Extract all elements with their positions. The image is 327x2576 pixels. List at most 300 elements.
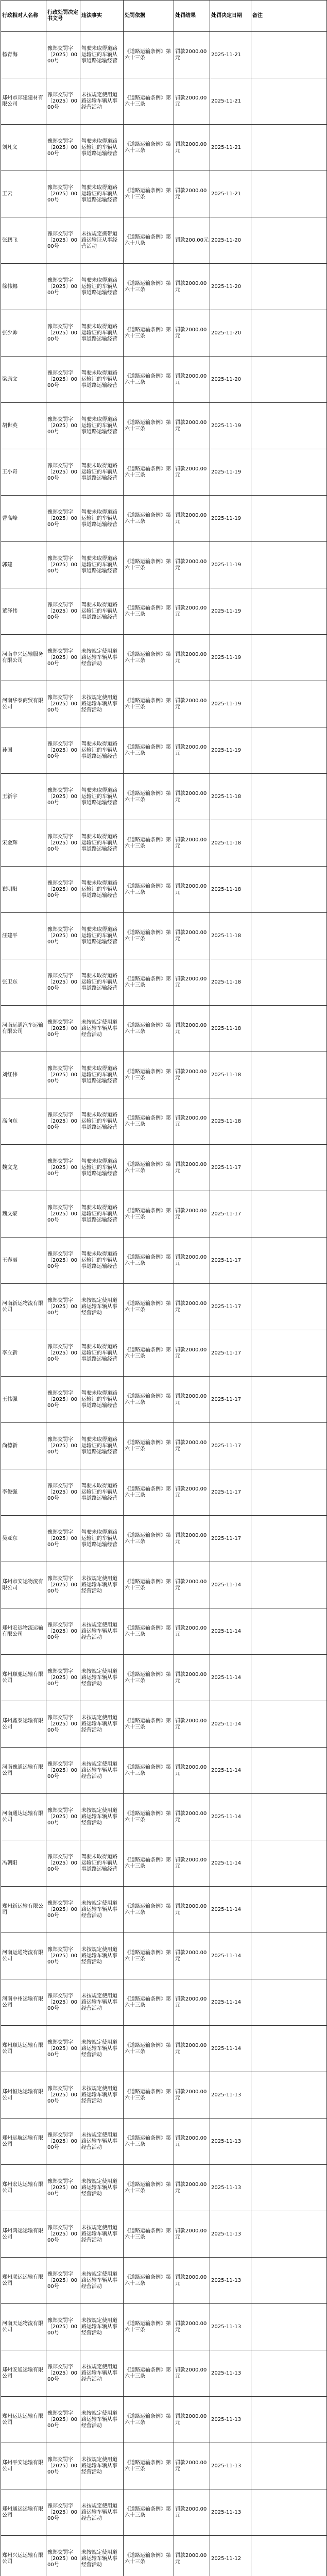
- result-cell: 罚款2000.00元: [174, 449, 210, 496]
- party-name-cell: 李立新: [1, 1330, 46, 1377]
- table-row: [1, 1191, 327, 1238]
- party-name-cell: 河南通达运输有限公司: [1, 1794, 46, 1840]
- party-name-cell: 郑州市郑建建材有限公司: [1, 78, 46, 125]
- decision-no-cell: 豫郑交罚字〔2025〕0000号: [46, 1887, 80, 1933]
- decision-no-cell: 豫郑交罚字〔2025〕0000号: [46, 310, 80, 357]
- party-name-cell: 郑州兴运运输有限公司: [1, 2536, 46, 2576]
- table-row: [1, 867, 327, 913]
- date-cell: 2025-11-19: [210, 588, 251, 635]
- date-cell: 2025-11-20: [210, 264, 251, 310]
- date-cell: 2025-11-21: [210, 78, 251, 125]
- basis-cell: 《道路运输条例》第六十三条: [124, 1145, 174, 1191]
- decision-no-cell: 豫郑交罚字〔2025〕0000号: [46, 217, 80, 264]
- date-cell: 2025-11-14: [210, 1933, 251, 1979]
- table-row: [1, 2397, 327, 2443]
- table-row: [1, 125, 327, 171]
- result-cell: 罚款2000.00元: [174, 1794, 210, 1840]
- date-cell: 2025-11-17: [210, 1423, 251, 1469]
- violation-cell: 驾驶未取得道路运输证的车辆从事道路运输经营: [80, 820, 124, 867]
- basis-cell: 《道路运输条例》第六十三条: [124, 1377, 174, 1423]
- result-cell: 罚款2000.00元: [174, 867, 210, 913]
- result-cell: 罚款2000.00元: [174, 1887, 210, 1933]
- basis-cell: 《道路运输条例》第六十三条: [124, 727, 174, 774]
- basis-cell: 《道路运输条例》第六十三条: [124, 171, 174, 217]
- basis-cell: 《道路运输条例》第六十三条: [124, 1748, 174, 1794]
- date-cell: 2025-11-13: [210, 2211, 251, 2258]
- violation-cell: 未按规定使用道路运输车辆从事经营活动: [80, 1562, 124, 1608]
- party-name-cell: 郭建: [1, 542, 46, 588]
- date-cell: 2025-11-18: [210, 1052, 251, 1098]
- party-name-cell: 汪建平: [1, 913, 46, 959]
- decision-no-cell: 豫郑交罚字〔2025〕0000号: [46, 2211, 80, 2258]
- basis-cell: 《道路运输条例》第六十三条: [124, 1608, 174, 1655]
- table-row: [1, 1608, 327, 1655]
- basis-cell: 《道路运输条例》第六十三条: [124, 1006, 174, 1052]
- basis-cell: 《道路运输条例》第六十三条: [124, 264, 174, 310]
- date-cell: 2025-11-18: [210, 820, 251, 867]
- date-cell: 2025-11-13: [210, 2165, 251, 2211]
- table-row: [1, 542, 327, 588]
- decision-no-cell: 豫郑交罚字〔2025〕0000号: [46, 1748, 80, 1794]
- party-name-cell: 胡世英: [1, 403, 46, 449]
- table-row: [1, 1145, 327, 1191]
- result-cell: 罚款2000.00元: [174, 2304, 210, 2350]
- basis-cell: 《道路运输条例》第六十三条: [124, 32, 174, 78]
- result-cell: 罚款2000.00元: [174, 2258, 210, 2304]
- violation-cell: 驾驶未取得道路运输证的车辆从事道路运输经营: [80, 1840, 124, 1887]
- result-cell: 罚款2000.00元: [174, 496, 210, 542]
- table-row: [1, 1794, 327, 1840]
- table-row: [1, 2026, 327, 2072]
- table-row: [1, 1284, 327, 1330]
- result-cell: 罚款2000.00元: [174, 681, 210, 727]
- result-cell: 罚款2000.00元: [174, 2119, 210, 2165]
- violation-cell: 未按规定使用道路运输车辆从事经营活动: [80, 1701, 124, 1748]
- result-cell: 罚款2000.00元: [174, 1423, 210, 1469]
- remark-cell: [251, 2026, 327, 2072]
- party-name-cell: 徐伟娜: [1, 264, 46, 310]
- violation-cell: 驾驶未取得道路运输证的车辆从事道路运输经营: [80, 403, 124, 449]
- decision-no-cell: 豫郑交罚字〔2025〕0000号: [46, 1145, 80, 1191]
- party-name-cell: 杨青海: [1, 32, 46, 78]
- date-cell: 2025-11-14: [210, 1562, 251, 1608]
- party-name-cell: 王新宇: [1, 774, 46, 820]
- date-cell: 2025-11-17: [210, 1145, 251, 1191]
- result-cell: 罚款2000.00元: [174, 1284, 210, 1330]
- decision-no-cell: 豫郑交罚字〔2025〕0000号: [46, 635, 80, 681]
- basis-cell: 《道路运输条例》第六十三条: [124, 913, 174, 959]
- table-row: [1, 171, 327, 217]
- result-cell: 罚款2000.00元: [174, 310, 210, 357]
- violation-cell: 驾驶未取得道路运输证的车辆从事道路运输经营: [80, 1516, 124, 1562]
- table-row: [1, 1469, 327, 1516]
- result-cell: 罚款2000.00元: [174, 2397, 210, 2443]
- basis-cell: 《道路运输条例》第六十三条: [124, 2026, 174, 2072]
- remark-cell: [251, 1006, 327, 1052]
- violation-cell: 未按规定使用道路运输车辆从事经营活动: [80, 78, 124, 125]
- basis-cell: 《道路运输条例》第六十三条: [124, 1052, 174, 1098]
- remark-cell: [251, 2443, 327, 2489]
- remark-cell: [251, 217, 327, 264]
- party-name-cell: 魏文豪: [1, 1191, 46, 1238]
- remark-cell: [251, 125, 327, 171]
- header-decision-no: 行政处罚决定书文号: [46, 1, 80, 32]
- remark-cell: [251, 2072, 327, 2119]
- date-cell: 2025-11-13: [210, 2443, 251, 2489]
- date-cell: 2025-11-17: [210, 1238, 251, 1284]
- party-name-cell: 魏文龙: [1, 1145, 46, 1191]
- date-cell: 2025-11-20: [210, 310, 251, 357]
- remark-cell: [251, 2397, 327, 2443]
- result-cell: 罚款2000.00元: [174, 820, 210, 867]
- decision-no-cell: 豫郑交罚字〔2025〕0000号: [46, 1098, 80, 1145]
- basis-cell: 《道路运输条例》第六十三条: [124, 2072, 174, 2119]
- result-cell: 罚款2000.00元: [174, 542, 210, 588]
- violation-cell: 未按规定使用道路运输车辆从事经营活动: [80, 1006, 124, 1052]
- party-name-cell: 冯朝阳: [1, 1840, 46, 1887]
- basis-cell: 《道路运输条例》第六十三条: [124, 2397, 174, 2443]
- table-row: [1, 2211, 327, 2258]
- violation-cell: 未按规定使用道路运输车辆从事经营活动: [80, 2119, 124, 2165]
- date-cell: 2025-11-13: [210, 2258, 251, 2304]
- basis-cell: 《道路运输条例》第六十三条: [124, 496, 174, 542]
- date-cell: 2025-11-14: [210, 2026, 251, 2072]
- result-cell: 罚款2000.00元: [174, 774, 210, 820]
- table-row: [1, 588, 327, 635]
- result-cell: 罚款2000.00元: [174, 1377, 210, 1423]
- result-cell: 罚款2000.00元: [174, 1608, 210, 1655]
- basis-cell: 《道路运输条例》第六十三条: [124, 635, 174, 681]
- decision-no-cell: 豫郑交罚字〔2025〕0000号: [46, 1794, 80, 1840]
- basis-cell: 《道路运输条例》第六十三条: [124, 1469, 174, 1516]
- decision-no-cell: 豫郑交罚字〔2025〕0000号: [46, 1423, 80, 1469]
- party-name-cell: 张少帅: [1, 310, 46, 357]
- table-row: [1, 310, 327, 357]
- date-cell: 2025-11-18: [210, 867, 251, 913]
- decision-no-cell: 豫郑交罚字〔2025〕0000号: [46, 2026, 80, 2072]
- basis-cell: 《道路运输条例》第六十三条: [124, 2211, 174, 2258]
- party-name-cell: 郑州通运运输有限公司: [1, 2489, 46, 2536]
- remark-cell: [251, 1608, 327, 1655]
- basis-cell: 《道路运输条例》第六十三条: [124, 1191, 174, 1238]
- basis-cell: 《道路运输条例》第六十三条: [124, 1840, 174, 1887]
- date-cell: 2025-11-19: [210, 403, 251, 449]
- date-cell: 2025-11-18: [210, 1098, 251, 1145]
- remark-cell: [251, 496, 327, 542]
- result-cell: 罚款2000.00元: [174, 1979, 210, 2026]
- result-cell: 罚款2000.00元: [174, 1933, 210, 1979]
- decision-no-cell: 豫郑交罚字〔2025〕0000号: [46, 2119, 80, 2165]
- decision-no-cell: 豫郑交罚字〔2025〕0000号: [46, 2258, 80, 2304]
- remark-cell: [251, 1377, 327, 1423]
- result-cell: 罚款2000.00元: [174, 2165, 210, 2211]
- violation-cell: 驾驶未取得道路运输证的车辆从事道路运输经营: [80, 542, 124, 588]
- table-row: [1, 2165, 327, 2211]
- decision-no-cell: 豫郑交罚字〔2025〕0000号: [46, 496, 80, 542]
- violation-cell: 驾驶未取得道路运输证的车辆从事道路运输经营: [80, 1423, 124, 1469]
- result-cell: 罚款2000.00元: [174, 1469, 210, 1516]
- result-cell: 罚款200.00元: [174, 217, 210, 264]
- table-row: [1, 1006, 327, 1052]
- date-cell: 2025-11-13: [210, 2489, 251, 2536]
- violation-cell: 驾驶未取得道路运输证的车辆从事道路运输经营: [80, 449, 124, 496]
- party-name-cell: 李俊强: [1, 1469, 46, 1516]
- violation-cell: 驾驶未取得道路运输证的车辆从事道路运输经营: [80, 588, 124, 635]
- table-row: [1, 2443, 327, 2489]
- date-cell: 2025-11-19: [210, 681, 251, 727]
- date-cell: 2025-11-13: [210, 2397, 251, 2443]
- remark-cell: [251, 2304, 327, 2350]
- decision-no-cell: 豫郑交罚字〔2025〕0000号: [46, 357, 80, 403]
- date-cell: 2025-11-13: [210, 2304, 251, 2350]
- party-name-cell: 王春丽: [1, 1238, 46, 1284]
- basis-cell: 《道路运输条例》第六十三条: [124, 357, 174, 403]
- date-cell: 2025-11-13: [210, 2072, 251, 2119]
- remark-cell: [251, 403, 327, 449]
- violation-cell: 驾驶未取得道路运输证的车辆从事道路运输经营: [80, 959, 124, 1006]
- remark-cell: [251, 357, 327, 403]
- basis-cell: 《道路运输条例》第六十三条: [124, 774, 174, 820]
- basis-cell: 《道路运输条例》第六十三条: [124, 820, 174, 867]
- remark-cell: [251, 1701, 327, 1748]
- violation-cell: 驾驶未取得道路运输证的车辆从事道路运输经营: [80, 310, 124, 357]
- decision-no-cell: 豫郑交罚字〔2025〕0000号: [46, 1377, 80, 1423]
- decision-no-cell: 豫郑交罚字〔2025〕0000号: [46, 78, 80, 125]
- remark-cell: [251, 32, 327, 78]
- party-name-cell: 河南新运物流有限公司: [1, 1284, 46, 1330]
- date-cell: 2025-11-19: [210, 635, 251, 681]
- remark-cell: [251, 1052, 327, 1098]
- date-cell: 2025-11-21: [210, 171, 251, 217]
- violation-cell: 未按规定使用道路运输车辆从事经营活动: [80, 2489, 124, 2536]
- remark-cell: [251, 1238, 327, 1284]
- table-row: [1, 403, 327, 449]
- table-row: [1, 913, 327, 959]
- result-cell: 罚款2000.00元: [174, 2489, 210, 2536]
- basis-cell: 《道路运输条例》第六十三条: [124, 1933, 174, 1979]
- result-cell: 罚款2000.00元: [174, 1330, 210, 1377]
- date-cell: 2025-11-19: [210, 542, 251, 588]
- remark-cell: [251, 2119, 327, 2165]
- table-row: [1, 681, 327, 727]
- violation-cell: 驾驶未取得道路运输证的车辆从事道路运输经营: [80, 1469, 124, 1516]
- date-cell: 2025-11-12: [210, 2536, 251, 2576]
- header-basis: 处罚依据: [124, 1, 174, 32]
- decision-no-cell: 豫郑交罚字〔2025〕0000号: [46, 2350, 80, 2397]
- party-name-cell: 刘凡义: [1, 125, 46, 171]
- decision-no-cell: 豫郑交罚字〔2025〕0000号: [46, 403, 80, 449]
- result-cell: 罚款2000.00元: [174, 357, 210, 403]
- date-cell: 2025-11-14: [210, 1608, 251, 1655]
- basis-cell: 《道路运输条例》第六十三条: [124, 2304, 174, 2350]
- violation-cell: 未按规定使用道路运输车辆从事经营活动: [80, 2211, 124, 2258]
- remark-cell: [251, 1840, 327, 1887]
- violation-cell: 未按规定使用道路运输车辆从事经营活动: [80, 2258, 124, 2304]
- violation-cell: 驾驶未取得道路运输证的车辆从事道路运输经营: [80, 913, 124, 959]
- result-cell: 罚款2000.00元: [174, 2072, 210, 2119]
- date-cell: 2025-11-14: [210, 1748, 251, 1794]
- party-name-cell: 郑州新运输有限公司: [1, 1887, 46, 1933]
- violation-cell: 未按规定使用道路运输车辆从事经营活动: [80, 2026, 124, 2072]
- remark-cell: [251, 264, 327, 310]
- party-name-cell: 张鹏飞: [1, 217, 46, 264]
- decision-no-cell: 豫郑交罚字〔2025〕0000号: [46, 1006, 80, 1052]
- remark-cell: [251, 867, 327, 913]
- table-row: [1, 1701, 327, 1748]
- date-cell: 2025-11-17: [210, 1330, 251, 1377]
- decision-no-cell: 豫郑交罚字〔2025〕0000号: [46, 867, 80, 913]
- date-cell: 2025-11-21: [210, 125, 251, 171]
- remark-cell: [251, 2211, 327, 2258]
- decision-no-cell: 豫郑交罚字〔2025〕0000号: [46, 2489, 80, 2536]
- header-result: 处罚结果: [174, 1, 210, 32]
- header-violation: 违法事实: [80, 1, 124, 32]
- party-name-cell: 刘红伟: [1, 1052, 46, 1098]
- violation-cell: 未按规定使用道路运输车辆从事经营活动: [80, 2536, 124, 2576]
- result-cell: 罚款2000.00元: [174, 1145, 210, 1191]
- result-cell: 罚款2000.00元: [174, 403, 210, 449]
- party-name-cell: 吴亚东: [1, 1516, 46, 1562]
- party-name-cell: 梁康文: [1, 357, 46, 403]
- date-cell: 2025-11-20: [210, 217, 251, 264]
- party-name-cell: 郑州宏达运输有限公司: [1, 2165, 46, 2211]
- party-name-cell: 河南中兴运输服务有限公司: [1, 635, 46, 681]
- decision-no-cell: 豫郑交罚字〔2025〕0000号: [46, 2072, 80, 2119]
- violation-cell: 未按规定携带道路运输证从事经营活动: [80, 217, 124, 264]
- date-cell: 2025-11-17: [210, 1469, 251, 1516]
- result-cell: 罚款2000.00元: [174, 171, 210, 217]
- remark-cell: [251, 1516, 327, 1562]
- result-cell: 罚款2000.00元: [174, 1701, 210, 1748]
- date-cell: 2025-11-20: [210, 357, 251, 403]
- table-row: [1, 2536, 327, 2576]
- remark-cell: [251, 1933, 327, 1979]
- remark-cell: [251, 1191, 327, 1238]
- table-row: [1, 1516, 327, 1562]
- basis-cell: 《道路运输条例》第六十三条: [124, 959, 174, 1006]
- table-row: [1, 1330, 327, 1377]
- remark-cell: [251, 1145, 327, 1191]
- decision-no-cell: 豫郑交罚字〔2025〕0000号: [46, 1701, 80, 1748]
- decision-no-cell: 豫郑交罚字〔2025〕0000号: [46, 32, 80, 78]
- violation-cell: 驾驶未取得道路运输证的车辆从事道路运输经营: [80, 32, 124, 78]
- violation-cell: 未按规定使用道路运输车辆从事经营活动: [80, 635, 124, 681]
- decision-no-cell: 豫郑交罚字〔2025〕0000号: [46, 2165, 80, 2211]
- result-cell: 罚款2000.00元: [174, 1098, 210, 1145]
- result-cell: 罚款2000.00元: [174, 635, 210, 681]
- date-cell: 2025-11-17: [210, 1516, 251, 1562]
- table-row: [1, 1098, 327, 1145]
- violation-cell: 驾驶未取得道路运输证的车辆从事道路运输经营: [80, 1052, 124, 1098]
- party-name-cell: 郑州鑫泰运输有限公司: [1, 1701, 46, 1748]
- date-cell: 2025-11-14: [210, 1794, 251, 1840]
- violation-cell: 未按规定使用道路运输车辆从事经营活动: [80, 1608, 124, 1655]
- header-remark: 备注: [251, 1, 327, 32]
- table-row: [1, 1562, 327, 1608]
- result-cell: 罚款2000.00元: [174, 2536, 210, 2576]
- result-cell: 罚款2000.00元: [174, 2211, 210, 2258]
- table-row: [1, 1887, 327, 1933]
- remark-cell: [251, 1748, 327, 1794]
- violation-cell: 未按规定使用道路运输车辆从事经营活动: [80, 681, 124, 727]
- table-row: [1, 2119, 327, 2165]
- basis-cell: 《道路运输条例》第六十三条: [124, 1284, 174, 1330]
- party-name-cell: 郑州平安运输有限公司: [1, 2443, 46, 2489]
- violation-cell: 未按规定使用道路运输车辆从事经营活动: [80, 2443, 124, 2489]
- table-row: [1, 2350, 327, 2397]
- basis-cell: 《道路运输条例》第六十三条: [124, 588, 174, 635]
- result-cell: 罚款2000.00元: [174, 1562, 210, 1608]
- result-cell: 罚款2000.00元: [174, 1516, 210, 1562]
- violation-cell: 驾驶未取得道路运输证的车辆从事道路运输经营: [80, 171, 124, 217]
- decision-no-cell: 豫郑交罚字〔2025〕0000号: [46, 542, 80, 588]
- basis-cell: 《道路运输条例》第六十三条: [124, 403, 174, 449]
- party-name-cell: 王小奇: [1, 449, 46, 496]
- violation-cell: 驾驶未取得道路运输证的车辆从事道路运输经营: [80, 1191, 124, 1238]
- basis-cell: 《道路运输条例》第六十三条: [124, 1655, 174, 1701]
- violation-cell: 未按规定使用道路运输车辆从事经营活动: [80, 2165, 124, 2211]
- result-cell: 罚款2000.00元: [174, 264, 210, 310]
- table-row: [1, 264, 327, 310]
- table-body: [1, 32, 327, 2576]
- table-row: [1, 820, 327, 867]
- remark-cell: [251, 310, 327, 357]
- remark-cell: [251, 1562, 327, 1608]
- result-cell: 罚款2000.00元: [174, 125, 210, 171]
- table-row: [1, 1748, 327, 1794]
- remark-cell: [251, 2489, 327, 2536]
- remark-cell: [251, 727, 327, 774]
- table-row: [1, 357, 327, 403]
- table-row: [1, 774, 327, 820]
- party-name-cell: 郑州恒达运输有限公司: [1, 2072, 46, 2119]
- basis-cell: 《道路运输条例》第六十三条: [124, 1516, 174, 1562]
- violation-cell: 驾驶未取得道路运输证的车辆从事道路运输经营: [80, 264, 124, 310]
- violation-cell: 未按规定使用道路运输车辆从事经营活动: [80, 2350, 124, 2397]
- decision-no-cell: 豫郑交罚字〔2025〕0000号: [46, 264, 80, 310]
- violation-cell: 驾驶未取得道路运输证的车辆从事道路运输经营: [80, 496, 124, 542]
- decision-no-cell: 豫郑交罚字〔2025〕0000号: [46, 2304, 80, 2350]
- party-name-cell: 河南华泰商贸有限公司: [1, 681, 46, 727]
- party-name-cell: 河南天运物流有限公司: [1, 2304, 46, 2350]
- party-name-cell: 尚德新: [1, 1423, 46, 1469]
- violation-cell: 驾驶未取得道路运输证的车辆从事道路运输经营: [80, 774, 124, 820]
- remark-cell: [251, 1794, 327, 1840]
- remark-cell: [251, 1979, 327, 2026]
- table-row: [1, 2489, 327, 2536]
- basis-cell: 《道路运输条例》第六十三条: [124, 2443, 174, 2489]
- violation-cell: 驾驶未取得道路运输证的车辆从事道路运输经营: [80, 125, 124, 171]
- table-row: [1, 635, 327, 681]
- header-party-name: 行政相对人名称: [1, 1, 46, 32]
- violation-cell: 未按规定使用道路运输车辆从事经营活动: [80, 2397, 124, 2443]
- violation-cell: 未按规定使用道路运输车辆从事经营活动: [80, 1748, 124, 1794]
- basis-cell: 《道路运输条例》第六十三条: [124, 1098, 174, 1145]
- table-header-row: [1, 1, 327, 32]
- table-row: [1, 1655, 327, 1701]
- table-row: [1, 2258, 327, 2304]
- date-cell: 2025-11-17: [210, 1284, 251, 1330]
- remark-cell: [251, 774, 327, 820]
- violation-cell: 未按规定使用道路运输车辆从事经营活动: [80, 1887, 124, 1933]
- violation-cell: 驾驶未取得道路运输证的车辆从事道路运输经营: [80, 1145, 124, 1191]
- result-cell: 罚款2000.00元: [174, 1006, 210, 1052]
- violation-cell: 未按规定使用道路运输车辆从事经营活动: [80, 1979, 124, 2026]
- table-row: [1, 1238, 327, 1284]
- date-cell: 2025-11-19: [210, 449, 251, 496]
- basis-cell: 《道路运输条例》第六十三条: [124, 310, 174, 357]
- party-name-cell: 高向东: [1, 1098, 46, 1145]
